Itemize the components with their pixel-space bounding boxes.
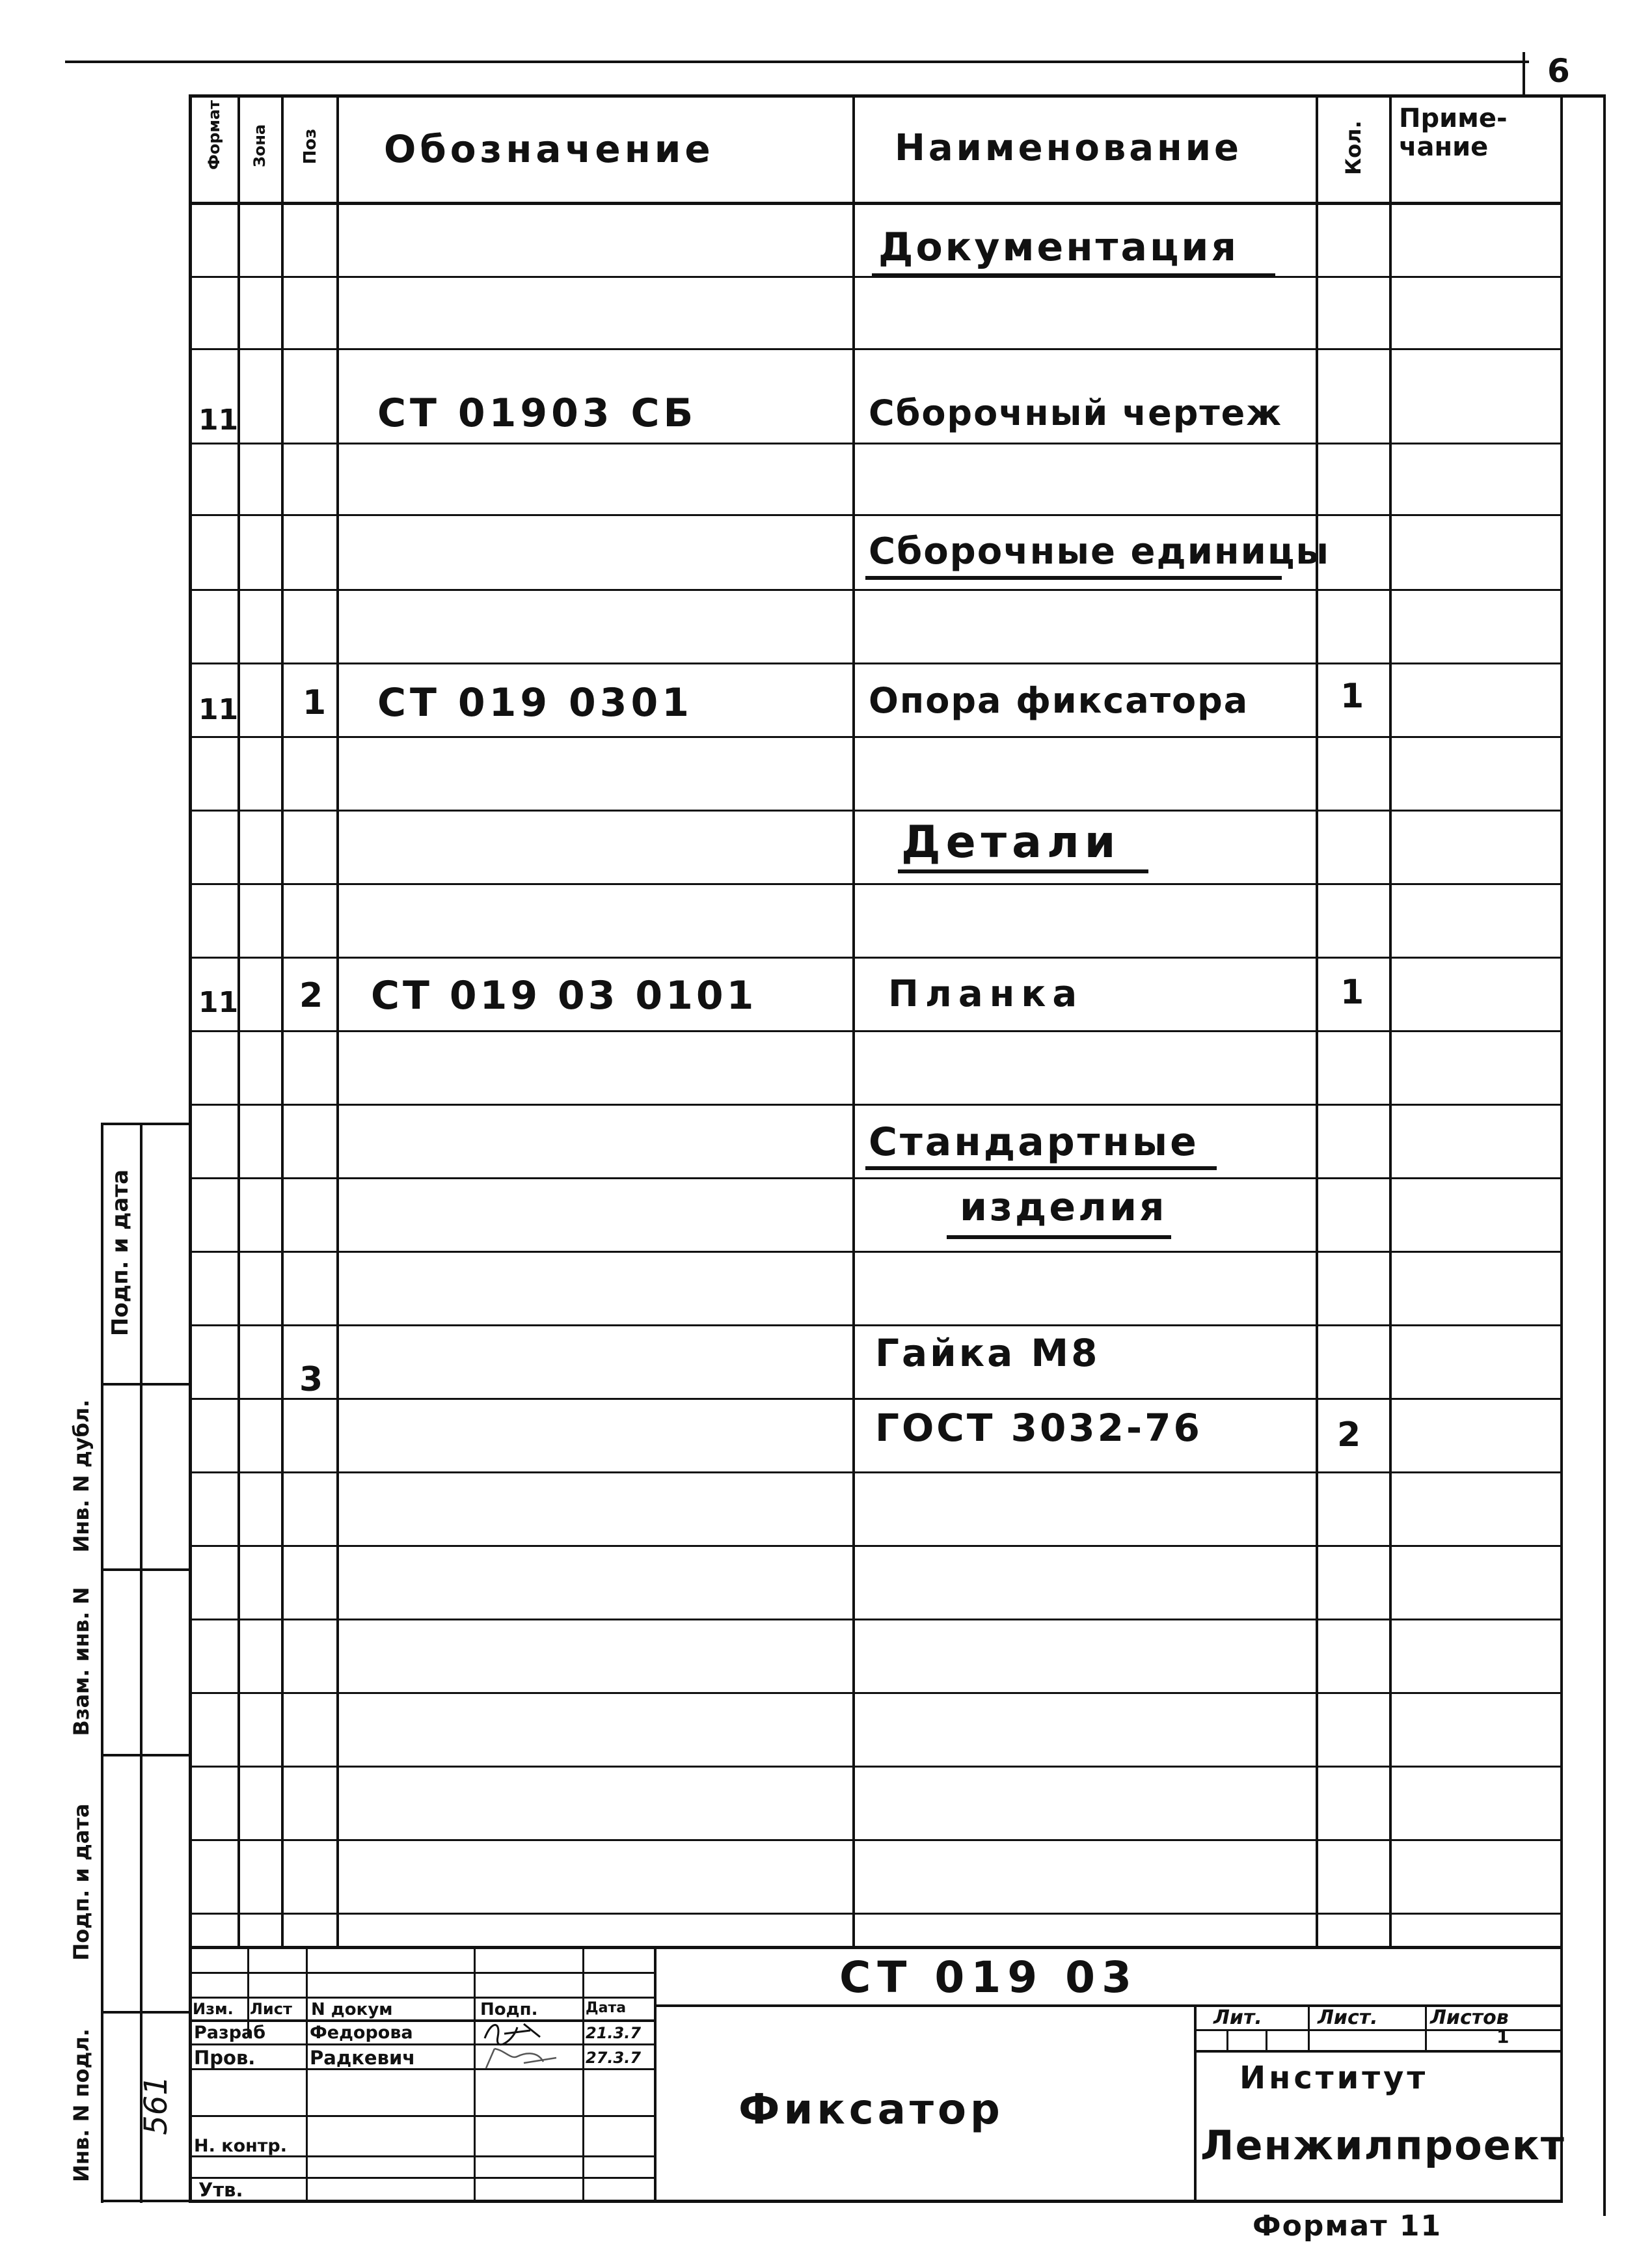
tb-col-list: Лист bbox=[250, 2000, 292, 2018]
tb-grid-h bbox=[189, 2115, 654, 2117]
tb-grid-v bbox=[474, 1946, 476, 2203]
underline-standard-items-2 bbox=[947, 1235, 1171, 1239]
tb-institute-name: Ленжилпроект bbox=[1200, 2122, 1565, 2169]
row-line bbox=[189, 1692, 1562, 1694]
footer-format: Формат 11 bbox=[1253, 2209, 1442, 2243]
tb-name-prov: Радкевич bbox=[310, 2047, 416, 2069]
row-line bbox=[189, 514, 1562, 516]
header-format: Формат bbox=[205, 100, 223, 170]
row3-name: Планка bbox=[888, 973, 1084, 1015]
tb-grid-h bbox=[189, 2068, 654, 2070]
tb-grid-v bbox=[582, 1946, 584, 2203]
col-line-4 bbox=[852, 94, 855, 1949]
side-inv-podl-value: 561 bbox=[138, 2075, 174, 2135]
tb-role-prov: Пров. bbox=[194, 2047, 256, 2069]
tb-right-h bbox=[1194, 2050, 1562, 2053]
table-top bbox=[189, 94, 1606, 98]
top-rule bbox=[65, 61, 1529, 63]
section-standard-items-line1: Стандартные bbox=[869, 1119, 1199, 1165]
tb-list: Лист. bbox=[1318, 2006, 1378, 2029]
row-line bbox=[189, 1471, 1562, 1473]
row-line bbox=[189, 663, 1562, 664]
row-line bbox=[189, 348, 1562, 350]
tb-right-v bbox=[1308, 2004, 1310, 2051]
row-line bbox=[189, 736, 1562, 738]
tb-right-v bbox=[1425, 2004, 1427, 2051]
tb-date-prov: 27.3.7 bbox=[586, 2049, 642, 2067]
side-podp-data-2: Подп. и дата bbox=[69, 1803, 94, 1961]
header-name: Наименование bbox=[895, 127, 1242, 169]
row-line bbox=[189, 1251, 1562, 1253]
frame-right bbox=[1603, 94, 1606, 2216]
row2-format: 11 bbox=[198, 693, 239, 726]
tb-doc-code: СТ 019 03 bbox=[839, 1952, 1139, 2002]
signature-prov bbox=[478, 2043, 576, 2073]
header-zone: Зона bbox=[251, 124, 269, 168]
side-stamp-div bbox=[101, 1568, 192, 1571]
row2-name: Опора фиксатора bbox=[869, 680, 1249, 721]
tb-lit-cell bbox=[1226, 2029, 1228, 2051]
row4-pos: 3 bbox=[299, 1360, 323, 1399]
col-line-1 bbox=[237, 94, 240, 1949]
side-inv-dubl: Инв. N дубл. bbox=[69, 1399, 94, 1553]
col-line-2 bbox=[281, 94, 284, 1949]
row-line bbox=[189, 1030, 1562, 1032]
header-qty: Кол. bbox=[1341, 120, 1366, 175]
row-line bbox=[189, 1766, 1562, 1768]
row1-name: Сборочный чертеж bbox=[869, 392, 1283, 433]
tb-role-utv: Утв. bbox=[198, 2179, 243, 2201]
side-stamp-mid bbox=[140, 1123, 142, 2203]
row2-qty: 1 bbox=[1340, 677, 1364, 716]
tb-role-razrab: Разраб bbox=[194, 2023, 266, 2043]
row-line bbox=[189, 883, 1562, 885]
side-stamp-div bbox=[101, 2011, 192, 2014]
row4-name-line1: Гайка М8 bbox=[875, 1331, 1100, 1375]
row-line bbox=[189, 443, 1562, 444]
row-line bbox=[189, 1913, 1562, 1915]
section-documentation: Документация bbox=[878, 225, 1239, 270]
tb-col-data: Дата bbox=[586, 2000, 627, 2016]
header-bottom bbox=[189, 202, 1562, 205]
side-inv-podl: Инв. N подл. bbox=[69, 2029, 94, 2182]
sheet-number: 6 bbox=[1547, 52, 1570, 90]
row-line bbox=[189, 1398, 1562, 1400]
tb-lit: Лит. bbox=[1213, 2006, 1262, 2029]
tb-col-ndokum: N докум bbox=[311, 2000, 393, 2019]
side-stamp-div bbox=[101, 1754, 192, 1756]
row-line bbox=[189, 810, 1562, 812]
tb-listov-value: 1 bbox=[1496, 2026, 1510, 2047]
section-standard-items-line2: изделия bbox=[960, 1184, 1167, 1230]
row4-qty: 2 bbox=[1337, 1415, 1361, 1455]
tb-listov: Листов bbox=[1430, 2006, 1509, 2029]
col-line-5 bbox=[1316, 94, 1318, 1949]
underline-standard-items-1 bbox=[865, 1166, 1217, 1170]
row3-format: 11 bbox=[198, 986, 239, 1019]
row3-qty: 1 bbox=[1340, 973, 1364, 1012]
row-line bbox=[189, 1177, 1562, 1179]
row-line bbox=[189, 589, 1562, 591]
side-podp-data-1: Подп. и дата bbox=[107, 1169, 133, 1337]
titleblock-top bbox=[189, 1946, 1562, 1949]
side-stamp-left bbox=[101, 1123, 103, 2203]
row1-format: 11 bbox=[198, 403, 239, 437]
tb-col-izm: Изм. bbox=[193, 2000, 234, 2018]
tb-lit-cell bbox=[1266, 2029, 1267, 2051]
row-line bbox=[189, 1619, 1562, 1620]
titleblock-mid-vertical bbox=[654, 1946, 657, 2203]
header-pos: Поз bbox=[301, 128, 320, 165]
side-stamp-bottom bbox=[101, 2200, 192, 2202]
tb-grid-h bbox=[189, 2019, 654, 2022]
row-line bbox=[189, 1839, 1562, 1841]
row2-pos: 1 bbox=[303, 683, 327, 722]
section-parts: Детали bbox=[901, 817, 1121, 868]
col-line-7 bbox=[1560, 94, 1563, 1949]
underline-assembly-units bbox=[865, 576, 1282, 580]
row1-designation: СТ 01903 СБ bbox=[377, 390, 697, 436]
row-line bbox=[189, 1545, 1562, 1547]
side-stamp-div bbox=[101, 1383, 192, 1386]
tb-role-nkontr: Н. контр. bbox=[194, 2136, 288, 2156]
underline-parts bbox=[898, 869, 1148, 873]
row3-designation: СТ 019 03 0101 bbox=[371, 973, 757, 1018]
tb-grid-h bbox=[189, 1972, 654, 1974]
tb-date-razrab: 21.3.7 bbox=[586, 2024, 642, 2042]
table-left bbox=[189, 94, 192, 2203]
header-designation: Обозначение bbox=[384, 127, 714, 171]
tb-grid-h bbox=[189, 1997, 654, 1999]
row-line bbox=[189, 1324, 1562, 1326]
side-vzam-inv: Взам. инв. N bbox=[69, 1587, 94, 1736]
row-line bbox=[189, 1104, 1562, 1106]
tb-grid-v bbox=[306, 1946, 308, 2203]
tb-right-v bbox=[1194, 2004, 1197, 2203]
underline-documentation bbox=[872, 273, 1275, 277]
section-assembly-units: Сборочные единицы bbox=[869, 530, 1331, 573]
tb-institute-label: Институт bbox=[1239, 2060, 1429, 2096]
tb-col-podp: Подп. bbox=[480, 2000, 538, 2019]
tb-product-name: Фиксатор bbox=[738, 2086, 1004, 2134]
col-line-6 bbox=[1389, 94, 1392, 1949]
col-line-3 bbox=[336, 94, 339, 1949]
sheet-number-box-left bbox=[1523, 52, 1525, 98]
titleblock-bottom bbox=[189, 2200, 1562, 2203]
header-note: Приме- чание bbox=[1399, 103, 1508, 162]
tb-grid-h bbox=[189, 2043, 654, 2045]
row3-pos: 2 bbox=[299, 976, 323, 1015]
row4-name-line2: ГОСТ 3032-76 bbox=[875, 1406, 1202, 1450]
tb-name-razrab: Федорова bbox=[310, 2023, 413, 2043]
row-line bbox=[189, 957, 1562, 959]
row2-designation: СТ 019 0301 bbox=[377, 680, 693, 726]
signature-razrab bbox=[478, 2017, 576, 2047]
tb-grid-h bbox=[189, 2177, 654, 2179]
